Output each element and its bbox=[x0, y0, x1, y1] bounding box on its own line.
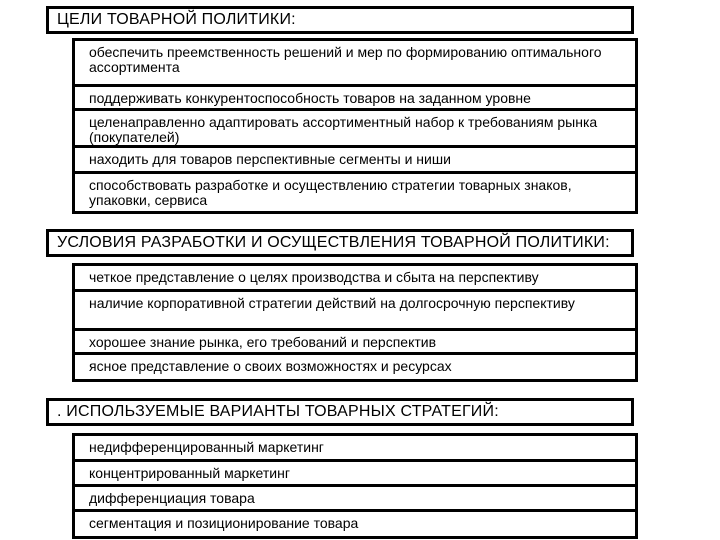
list-item-text: целенаправленно адаптировать ассортиментный набор к требованиям рынка (покупателей) bbox=[89, 114, 598, 145]
list-item-text: дифференциация товара bbox=[89, 490, 255, 506]
list-item bbox=[75, 487, 635, 512]
list-item bbox=[75, 111, 635, 148]
list-item bbox=[75, 512, 635, 536]
section-strategies-title: . ИСПОЛЬЗУЕМЫЕ ВАРИАНТЫ ТОВАРНЫХ СТРАТЕГИЙ: bbox=[57, 403, 499, 420]
list-item bbox=[75, 292, 635, 331]
list-item-text: ясное представление о своих возможностях и ресурсах bbox=[89, 358, 452, 374]
list-item-text: способствовать разработке и осуществлению стратегии товарных знаков, упаковки, сервиса bbox=[89, 177, 572, 208]
list-item bbox=[75, 462, 635, 487]
list-item bbox=[75, 148, 635, 174]
list-item-text: концентрированный маркетинг bbox=[89, 465, 290, 481]
list-item bbox=[75, 436, 635, 462]
section-goals-list bbox=[72, 38, 638, 214]
list-item bbox=[75, 266, 635, 292]
list-item-text: недифференцированный маркетинг bbox=[89, 439, 324, 455]
list-item bbox=[75, 355, 635, 379]
section-conditions-list bbox=[72, 263, 638, 382]
list-item-text: сегментация и позиционирование товара bbox=[89, 515, 359, 531]
section-goals-title: ЦЕЛИ ТОВАРНОЙ ПОЛИТИКИ: bbox=[57, 11, 296, 28]
list-item-text: четкое представление о целях производства и сбыта на перспективу bbox=[89, 269, 539, 285]
section-goals-heading bbox=[46, 6, 634, 34]
list-item bbox=[75, 87, 635, 111]
list-item-text: поддерживать конкурентоспособность товаров на заданном уровне bbox=[89, 90, 531, 106]
list-item bbox=[75, 331, 635, 355]
list-item bbox=[75, 174, 635, 211]
section-strategies-list bbox=[72, 433, 638, 539]
list-item-text: наличие корпоративной стратегии действий на долгосрочную перспективу bbox=[89, 295, 575, 311]
section-conditions-heading bbox=[46, 229, 634, 257]
list-item bbox=[75, 41, 635, 87]
list-item-text: обеспечить преемственность решений и мер по формированию оптимального ассортимента bbox=[89, 44, 602, 75]
section-strategies-heading bbox=[46, 398, 634, 426]
list-item-text: хорошее знание рынка, его требований и перспектив bbox=[89, 334, 437, 350]
list-item-text: находить для товаров перспективные сегменты и ниши bbox=[89, 151, 451, 167]
section-conditions-title: УСЛОВИЯ РАЗРАБОТКИ И ОСУЩЕСТВЛЕНИЯ ТОВАРНОЙ ПОЛИТИКИ: bbox=[57, 234, 610, 251]
